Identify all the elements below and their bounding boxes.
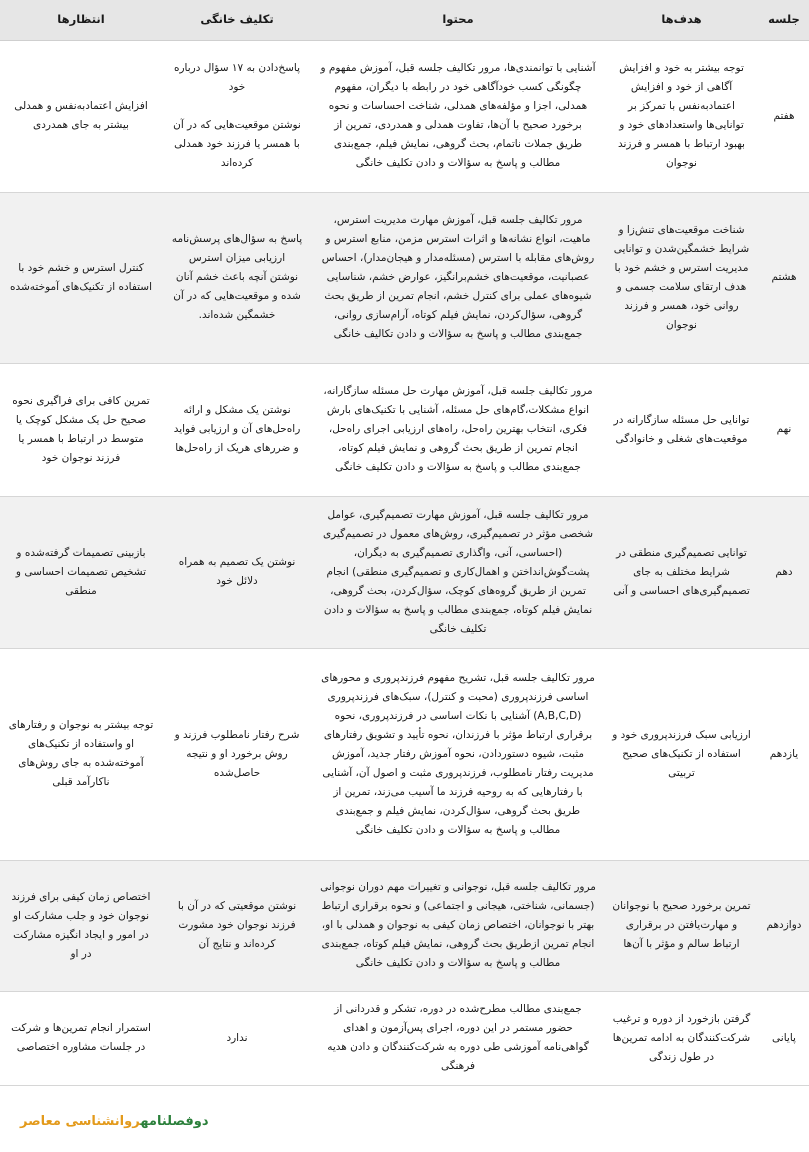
table-row [0, 192, 809, 363]
logo-text-part2: روانشناسی معاصر [20, 1114, 141, 1129]
homework-cell: شرح رفتار نامطلوب فرزند و روش برخورد او و نتیجه حاصل‌شده [162, 648, 312, 860]
header-content: محتوا [312, 0, 604, 40]
table-row [0, 363, 809, 496]
content-cell: مرور تکالیف جلسه قبل، آموزش مهارت تصمیم‌گیری، عوامل شخصی مؤثر در تصمیم‌گیری، روش‌های معمول در تصمیم‌گیری (احساسی، آنی، واگذاری تصمیم‌گیری به دیگران، پشت‌گوش‌انداختن و اهمال‌کاری و تصمیم‌گیری منطقی) انجام تمرین از طریق گروه‌های کوچک، سؤال‌کردن، بحث گروهی، نمایش فیلم کوتاه، جمع‌بندی مطالب و پاسخ به سؤالات و دادن تکلیف خانگی [312, 496, 604, 648]
expectations-cell: کنترل استرس و خشم خود با استفاده از تکنیک‌های آموخته‌شده [0, 192, 162, 363]
expectations-cell: استمرار انجام تمرین‌ها و شرکت در جلسات مشاوره اختصاصی [0, 991, 162, 1085]
session-cell: هشتم [759, 192, 809, 363]
homework-cell: ندارد [162, 991, 312, 1085]
session-cell: دوازدهم [759, 860, 809, 991]
table-row [0, 648, 809, 860]
homework-cell: نوشتن یک تصمیم به همراه دلائل خود [162, 496, 312, 648]
table-header-row [0, 0, 809, 40]
goals-cell: ارزیابی سبک فرزندپروری خود و استفاده از تکنیک‌های صحیح تربیتی [604, 648, 759, 860]
journal-logo [20, 1114, 209, 1129]
content-cell: مرور تکالیف جلسه قبل، آموزش مهارت حل مسئله سازگارانه، انواع مشکلات،گام‌های حل مسئله، آشنایی با تکنیک‌های بارش فکری، انتخاب بهترین راه‌حل، راه‌های ارزیابی اجرای راه‌حل، انجام تمرین از طریق بحث گروهی و نمایش فیلم کوتاه، جمع‌بندی مطالب و پاسخ به سؤالات و دادن تکلیف خانگی [312, 363, 604, 496]
session-cell: دهم [759, 496, 809, 648]
goals-cell: تمرین برخورد صحیح با نوجوانان و مهارت‌یافتن در برقراری ارتباط سالم و مؤثر با آن‌ها [604, 860, 759, 991]
expectations-cell: افزایش اعتمادبه‌نفس و همدلی بیشتر به جای همدردی [0, 40, 162, 192]
expectations-cell: تمرین کافی برای فراگیری نحوه صحیح حل یک مشکل کوچک یا متوسط در ارتباط با همسر یا فرزند نوجوان خود [0, 363, 162, 496]
content-cell: مرور تکالیف جلسه قبل، آموزش مهارت مدیریت استرس، ماهیت، انواع نشانه‌ها و اثرات استرس مزمن، منابع استرس و روش‌های مقابله با استرس (مسئله‌مدار و هیجان‌مدار)، احساس عصبانیت، موقعیت‌های خشم‌برانگیز، عوارض خشم، شناسایی شیوه‌های عملی برای کنترل خشم، انجام تمرین از طریق بحث گروهی، سؤال‌کردن، نمایش فیلم کوتاه، آرام‌سازی روانی، جمع‌بندی مطالب و پاسخ به سؤالات و دادن تکالیف خانگی [312, 192, 604, 363]
homework-cell: نوشتن موقعیتی که در آن با فرزند نوجوان خود مشورت کرده‌اند و نتایج آن [162, 860, 312, 991]
header-session: جلسه [759, 0, 809, 40]
content-cell: جمع‌بندی مطالب مطرح‌شده در دوره، تشکر و قدردانی از حضور مستمر در این دوره، اجرای پس‌آزمون و اهدای گواهی‌نامه آموزشی طی دوره به شرکت‌کنندگان و دادن هدیه فرهنگی [312, 991, 604, 1085]
session-cell: هفتم [759, 40, 809, 192]
goals-cell: توجه بیشتر به خود و افزایش آگاهی از خود و افزایش اعتمادبه‌نفس با تمرکز بر توانایی‌ها واستعدادهای خود و بهبود ارتباط با همسر و فرزند نوجوان [604, 40, 759, 192]
session-cell: یازدهم [759, 648, 809, 860]
goals-cell: شناخت موقعیت‌های تنش‌زا و شرایط خشمگین‌شدن و توانایی مدیریت استرس و خشم خود با هدف ارتقای سلامت جسمی و روانی خود، همسر و فرزند نوجوان [604, 192, 759, 363]
table-row [0, 860, 809, 991]
homework-cell: پاسخ‌دادن به ۱۷ سؤال درباره خود نوشتن موقعیت‌هایی که در آن با همسر یا فرزند خود همدلی کرده‌اند [162, 40, 312, 192]
header-goals: هدف‌ها [604, 0, 759, 40]
table-row [0, 40, 809, 192]
session-cell: نهم [759, 363, 809, 496]
table-row [0, 496, 809, 648]
goals-cell: گرفتن بازخورد از دوره و ترغیب شرکت‌کنندگان به ادامه تمرین‌ها در طول زندگی [604, 991, 759, 1085]
session-cell: پایانی [759, 991, 809, 1085]
goals-cell: توانایی حل مسئله سازگارانه در موقعیت‌های شغلی و خانوادگی [604, 363, 759, 496]
header-homework: تکلیف خانگی [162, 0, 312, 40]
expectations-cell: توجه بیشتر به نوجوان و رفتارهای او واستفاده از تکنیک‌های آموخته‌شده به جای روش‌های ناکارآمد قبلی [0, 648, 162, 860]
expectations-cell: اختصاص زمان کیفی برای فرزند نوجوان خود و جلب مشارکت او در امور و ایجاد انگیزه مشارکت در او [0, 860, 162, 991]
homework-cell: نوشتن یک مشکل و ارائه راه‌حل‌های آن و ارزیابی فواید و ضررهای هریک از راه‌حل‌ها [162, 363, 312, 496]
homework-cell: پاسخ به سؤال‌های پرسش‌نامه ارزیابی میزان استرس نوشتن آنچه باعث خشم آنان شده و موقعیت‌هایی که در آن خشمگین شده‌اند. [162, 192, 312, 363]
content-cell: مرور تکالیف جلسه قبل، نوجوانی و تغییرات مهم دوران نوجوانی (جسمانی، شناختی، هیجانی و اجتماعی) و نحوه برقراری ارتباط بهتر با نوجوانان، اختصاص زمان کیفی به نوجوان و همدلی با او، انجام تمرین ازطریق بحث گروهی، نمایش فیلم کوتاه، جمع‌بندی مطالب و پاسخ به سؤالات و دادن تکلیف خانگی [312, 860, 604, 991]
table-row [0, 991, 809, 1085]
expectations-cell: بازبینی تصمیمات گرفته‌شده و تشخیص تصمیمات احساسی و منطقی [0, 496, 162, 648]
content-cell: آشنایی با توانمندی‌ها، مرور تکالیف جلسه قبل، آموزش مفهوم و چگونگی کسب خودآگاهی خود در رابطه با دیگران، مفهوم همدلی، اجزا و مؤلفه‌های همدلی، شناخت احساسات و نحوه برخورد صحیح با آن‌ها، تفاوت همدلی و همدردی، تمرین از طریق جملات ناتمام، بحث گروهی، نمایش فیلم، جمع‌بندی مطالب و پاسخ به سؤالات و دادن تکلیف خانگی [312, 40, 604, 192]
goals-cell: توانایی تصمیم‌گیری منطقی در شرایط مختلف به جای تصمیم‌گیری‌های احساسی و آنی [604, 496, 759, 648]
logo-text-part1: دوفصلنامه [140, 1114, 209, 1129]
content-cell: مرور تکالیف جلسه قبل، تشریح مفهوم فرزندپروری و محورهای اساسی فرزندپروری (محبت و کنترل)، سبک‌های فرزندپروری (A,B,C,D) آشنایی با نکات اساسی در فرزندپروری، نحوه برقراری ارتباط مؤثر با فرزندان، نحوه تأیید و تشویق رفتارهای مثبت، شیوه دستوردادن، نحوه آموزش رفتار جدید، آموزش مدیریت رفتار نامطلوب، فرزندپروری مثبت و اصول آن، آشنایی با رفتارهایی که به روحیه فرزند ما آسیب می‌زند، تمرین از طریق بحث گروهی، سؤال‌کردن، نمایش فیلم و جمع‌بندی مطالب و پاسخ به سؤالات و دادن تکلیف خانگی [312, 648, 604, 860]
header-expectations: انتظارها [0, 0, 162, 40]
